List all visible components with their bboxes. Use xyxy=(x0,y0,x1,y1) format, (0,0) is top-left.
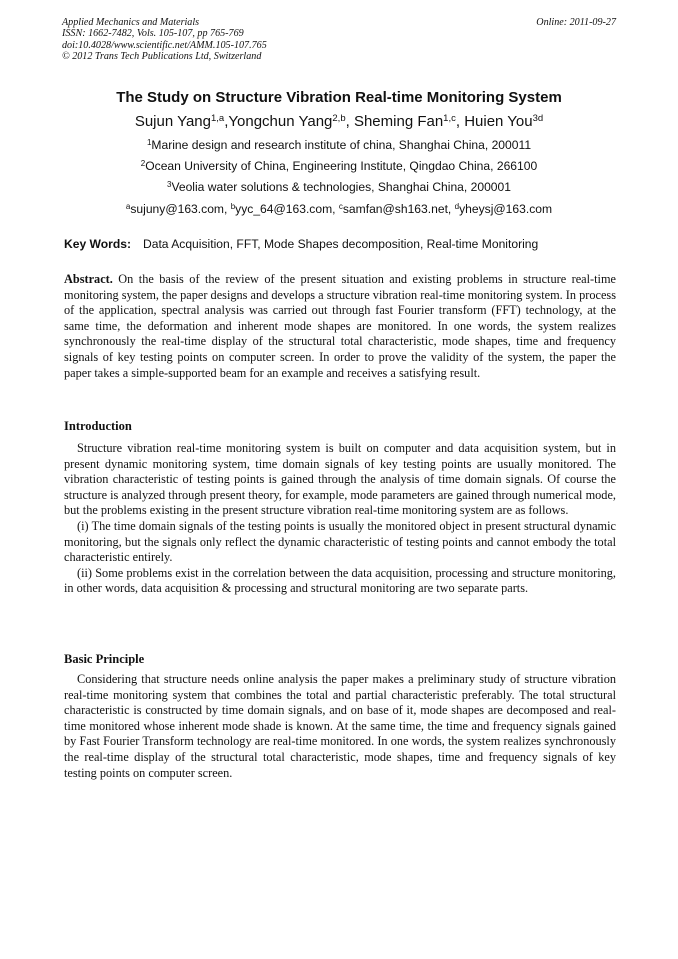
keywords-label: Key Words: xyxy=(64,237,131,251)
section-heading-introduction: Introduction xyxy=(64,419,132,433)
abstract xyxy=(64,272,616,381)
paragraph: (i) The time domain signals of the testing points is usually the monitored object in present structural dynamic monitoring, but the signals only reflect the dynamic characteristic of testing points and cannot embody the total characteristic entirely. xyxy=(64,518,616,565)
keywords-text: Data Acquisition, FFT, Mode Shapes decomposition, Real-time Monitoring xyxy=(142,237,539,251)
introduction-body xyxy=(64,441,616,597)
journal-header xyxy=(62,17,616,62)
email-link[interactable]: yyc_64@163.com, xyxy=(235,202,339,216)
affiliation-1: $^1$Marine design and research institute of china, Shanghai China, 200011 xyxy=(146,138,532,152)
author: Huien You$^{3d}$ xyxy=(464,113,544,130)
author: Sheming Fan$^{1,c}$, xyxy=(353,113,465,130)
basic-principle-body xyxy=(64,672,616,781)
section-heading-basic-principle: Basic Principle xyxy=(64,652,145,666)
email-link[interactable]: yheysj@163.com xyxy=(459,202,553,216)
doi-line: doi:10.4028/www.scientific.net/AMM.105-107.765 xyxy=(62,39,267,51)
author: Sujun Yang$^{1,a}$, xyxy=(134,113,229,130)
paragraph: (ii) Some problems exist in the correlation between the data acquisition, processing and structure monitoring, in other words, data acquisition & processing and structural monitoring are two separate parts. xyxy=(64,565,616,596)
email-link[interactable]: samfan@sh163.net, xyxy=(342,202,455,216)
author-list xyxy=(0,112,678,132)
paper-title: The Study on Structure Vibration Real-time Monitoring System xyxy=(116,89,562,106)
paragraph: Considering that structure needs online analysis the paper makes a preliminary study of structure vibration real-time monitoring system that combines the total and partial characteristic preferably. The total structural characteristic is constructed by time domain signals, and on base of it, mode shapes are decomposed and real-time monitored whose inherent mode shade is known. At the same time, the time and frequency signals gained by Fast Fourier Transform technology are real-time monitored. In one words, the system realizes synchronously the real-time display of the structural total characteristic, mode shapes, time and frequency signals of key testing points on computer screen. xyxy=(64,672,616,780)
email-link[interactable]: sujuny@163.com, xyxy=(130,202,231,216)
paragraph: Structure vibration real-time monitoring system is built on computer and data acquisition system, but in present dynamic monitoring system, time domain signals of key testing points are usually monitored. The vibration characteristic of testing points is gained through the analysis of time domain signals. Of course the structure is analyzed through present theory, for example, mode parameters are gained through numerical mode, but the problems existing in the present structure vibration real-time monitoring system are as follows. xyxy=(64,441,616,518)
abstract-label: Abstract. xyxy=(64,272,113,286)
affiliation-3: $^3$Veolia water solutions & technologies, Shanghai China, 200001 xyxy=(167,180,511,194)
email-list: $^a$sujuny@163.com, $^b$yyc_64@163.com, $^c$samfan@sh163.net, $^d$yheysj@163.com xyxy=(125,202,553,216)
affiliation-2: $^2$Ocean University of China, Engineering Institute, Qingdao China, 266100 xyxy=(140,159,538,173)
keywords xyxy=(64,236,620,252)
author: Yongchun Yang$^{2,b}$, xyxy=(228,113,354,130)
abstract-text: On the basis of the review of the present situation and existing problems in structure real-time monitoring system, the paper designs and develops a structure vibration real-time monitoring system. In process of the application, spectral analysis was carried out through fast Fourier transform (FFT) technology, at the same time, the deformation and inherent mode shapes are monitored. In one words, the system realizes synchronously the real-time display of the structural total characteristic, mode shapes, time and frequency signals of key testing points on computer screen. In order to prove the validity of the system, the paper the paper takes a simple-supported beam for an example and receives a satisfying result. xyxy=(64,272,616,380)
journal-name: Applied Mechanics and Materials xyxy=(62,17,200,28)
issn-line: ISSN: 1662-7482, Vols. 105-107, pp 765-769 xyxy=(62,28,244,40)
online-date: Online: 2011-09-27 xyxy=(536,17,616,28)
copyright-line: © 2012 Trans Tech Publications Ltd, Switzerland xyxy=(62,50,262,62)
